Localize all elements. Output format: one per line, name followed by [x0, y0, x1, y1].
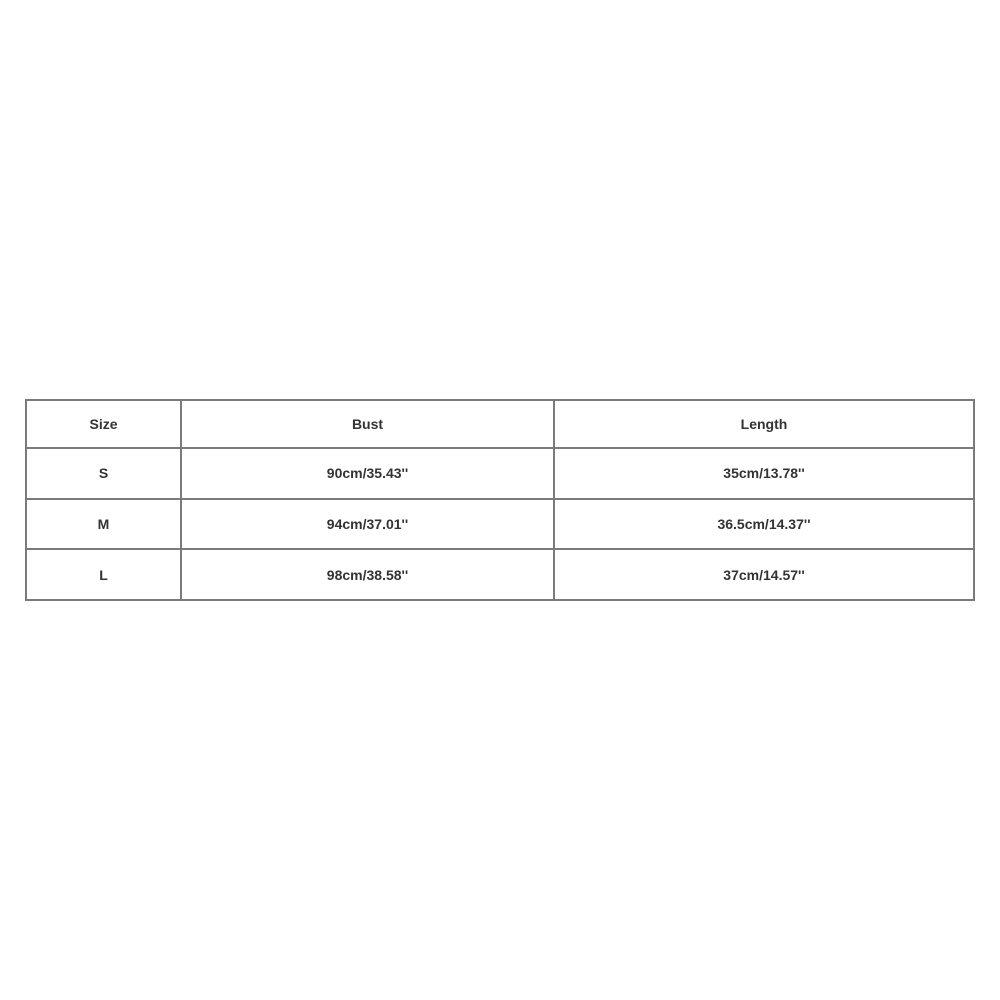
- cell-bust: 90cm/35.43'': [181, 448, 554, 499]
- cell-size: S: [26, 448, 181, 499]
- cell-length: 35cm/13.78'': [554, 448, 974, 499]
- cell-length: 37cm/14.57'': [554, 549, 974, 600]
- cell-bust: 98cm/38.58'': [181, 549, 554, 600]
- table-row: [26, 448, 974, 499]
- header-length: Length: [554, 400, 974, 448]
- table-row: [26, 549, 974, 600]
- header-size: Size: [26, 400, 181, 448]
- cell-bust: 94cm/37.01'': [181, 499, 554, 550]
- cell-length: 36.5cm/14.37'': [554, 499, 974, 550]
- header-bust: Bust: [181, 400, 554, 448]
- cell-size: L: [26, 549, 181, 600]
- table-row: [26, 499, 974, 550]
- size-chart-table: [25, 399, 975, 601]
- table-header-row: [26, 400, 974, 448]
- cell-size: M: [26, 499, 181, 550]
